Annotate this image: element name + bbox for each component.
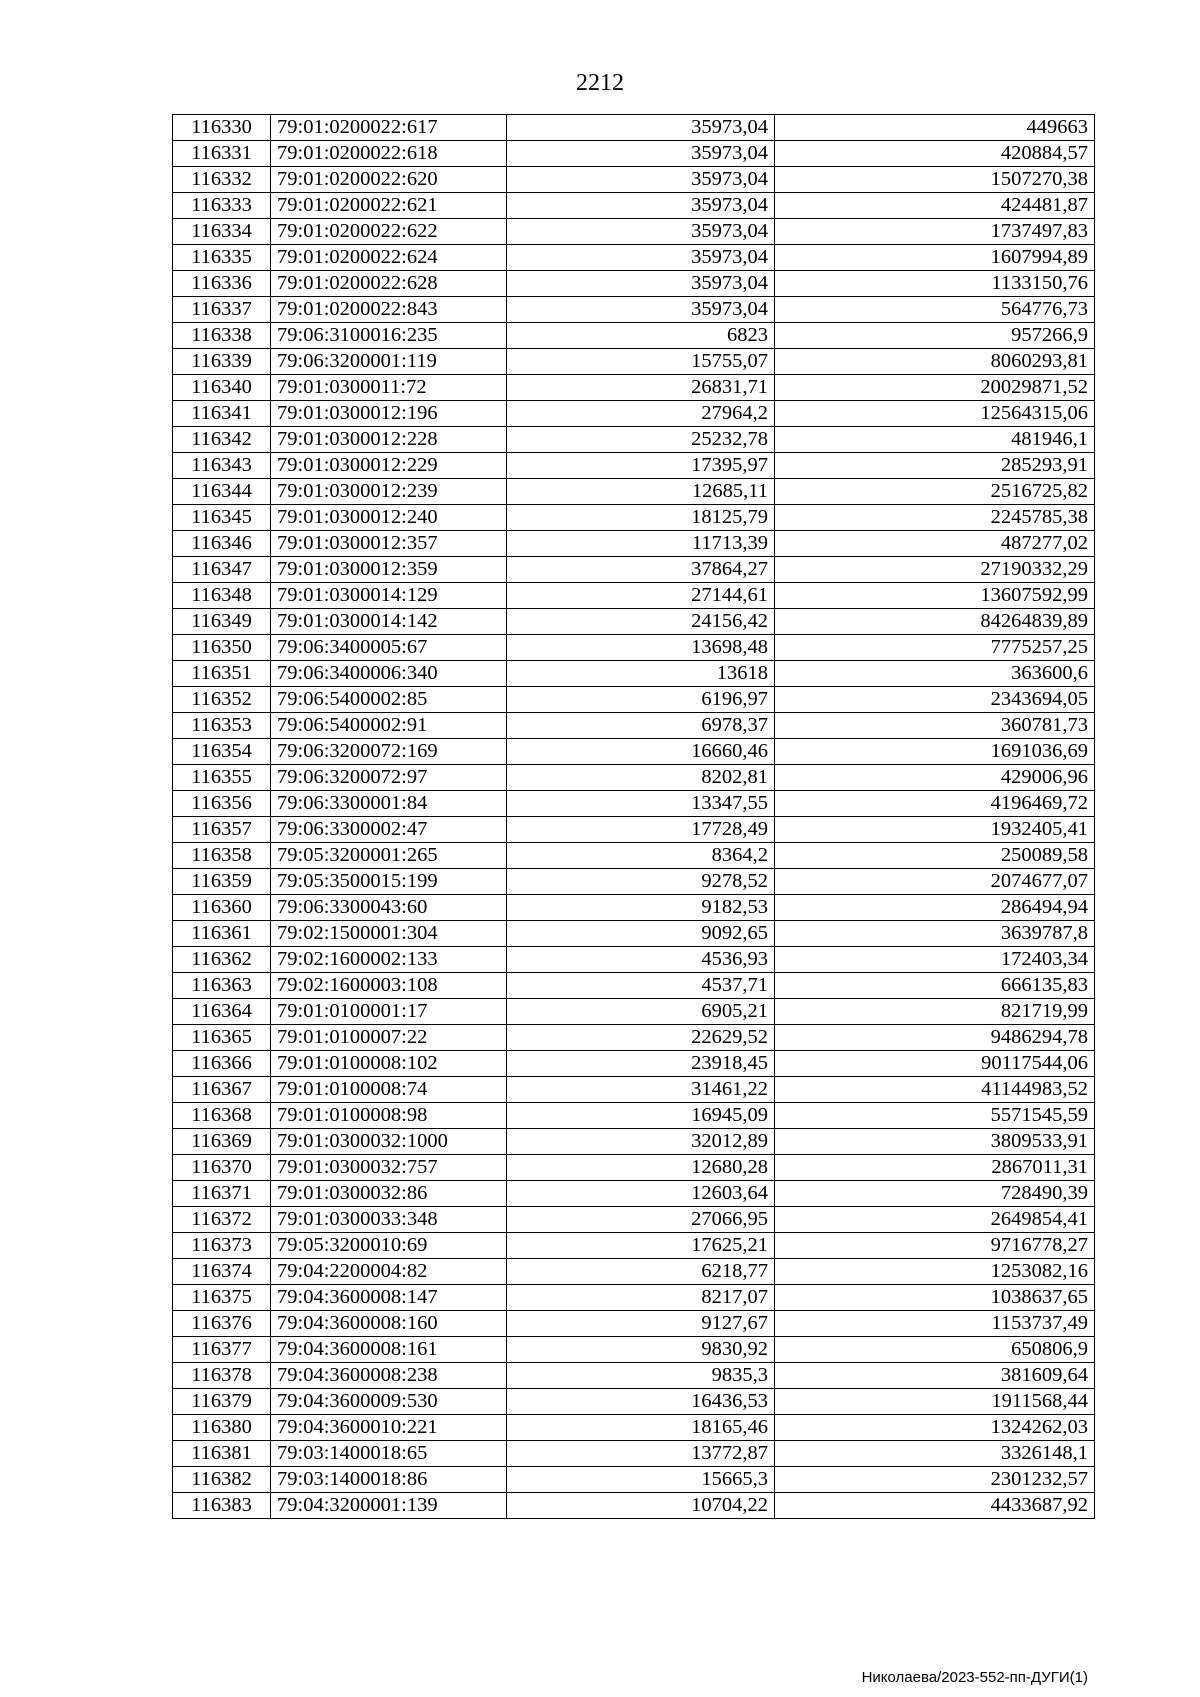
cadastral-number-cell: 79:01:0200022:843	[271, 297, 507, 323]
cadastral-number-cell: 79:01:0200022:622	[271, 219, 507, 245]
row-number-cell: 116352	[173, 687, 271, 713]
cost-cell: 487277,02	[775, 531, 1095, 557]
cost-cell: 3639787,8	[775, 921, 1095, 947]
table-row	[173, 1337, 1095, 1363]
cost-cell: 2343694,05	[775, 687, 1095, 713]
cadastral-number-cell: 79:04:3600008:238	[271, 1363, 507, 1389]
row-number-cell: 116382	[173, 1467, 271, 1493]
cadastral-number-cell: 79:01:0100008:102	[271, 1051, 507, 1077]
row-number-cell: 116377	[173, 1337, 271, 1363]
cadastral-number-cell: 79:01:0300012:239	[271, 479, 507, 505]
table-row	[173, 531, 1095, 557]
row-number-cell: 116353	[173, 713, 271, 739]
table-row	[173, 1259, 1095, 1285]
row-number-cell: 116370	[173, 1155, 271, 1181]
row-number-cell: 116364	[173, 999, 271, 1025]
row-number-cell: 116335	[173, 245, 271, 271]
cost-cell: 1324262,03	[775, 1415, 1095, 1441]
row-number-cell: 116359	[173, 869, 271, 895]
value-cell: 8202,81	[507, 765, 775, 791]
value-cell: 17728,49	[507, 817, 775, 843]
cadastral-number-cell: 79:01:0300012:196	[271, 401, 507, 427]
cost-cell: 12564315,06	[775, 401, 1095, 427]
row-number-cell: 116346	[173, 531, 271, 557]
value-cell: 16436,53	[507, 1389, 775, 1415]
cost-cell: 2867011,31	[775, 1155, 1095, 1181]
cost-cell: 429006,96	[775, 765, 1095, 791]
cost-cell: 4196469,72	[775, 791, 1095, 817]
cadastral-number-cell: 79:06:3200001:119	[271, 349, 507, 375]
cost-cell: 821719,99	[775, 999, 1095, 1025]
table-row	[173, 791, 1095, 817]
table-row	[173, 245, 1095, 271]
row-number-cell: 116336	[173, 271, 271, 297]
cadastral-number-cell: 79:04:3600008:161	[271, 1337, 507, 1363]
row-number-cell: 116337	[173, 297, 271, 323]
cost-cell: 1153737,49	[775, 1311, 1095, 1337]
table-row	[173, 479, 1095, 505]
table-row	[173, 375, 1095, 401]
cost-cell: 286494,94	[775, 895, 1095, 921]
row-number-cell: 116331	[173, 141, 271, 167]
value-cell: 9830,92	[507, 1337, 775, 1363]
row-number-cell: 116380	[173, 1415, 271, 1441]
cadastral-number-cell: 79:01:0100007:22	[271, 1025, 507, 1051]
document-footer: Николаева/2023-552-пп-ДУГИ(1)	[861, 1669, 1088, 1686]
table-row	[173, 401, 1095, 427]
table-row	[173, 219, 1095, 245]
table-row	[173, 895, 1095, 921]
cost-cell: 564776,73	[775, 297, 1095, 323]
cost-cell: 1911568,44	[775, 1389, 1095, 1415]
table-row	[173, 687, 1095, 713]
table-row	[173, 427, 1095, 453]
value-cell: 35973,04	[507, 167, 775, 193]
value-cell: 9127,67	[507, 1311, 775, 1337]
cost-cell: 424481,87	[775, 193, 1095, 219]
table-row	[173, 1493, 1095, 1519]
cadastral-number-cell: 79:05:3200001:265	[271, 843, 507, 869]
value-cell: 4536,93	[507, 947, 775, 973]
value-cell: 18165,46	[507, 1415, 775, 1441]
cadastral-number-cell: 79:01:0300032:1000	[271, 1129, 507, 1155]
value-cell: 35973,04	[507, 141, 775, 167]
value-cell: 9092,65	[507, 921, 775, 947]
table-row	[173, 1363, 1095, 1389]
cost-cell: 360781,73	[775, 713, 1095, 739]
value-cell: 16660,46	[507, 739, 775, 765]
row-number-cell: 116340	[173, 375, 271, 401]
cost-cell: 728490,39	[775, 1181, 1095, 1207]
cadastral-number-cell: 79:01:0300012:359	[271, 557, 507, 583]
table-row	[173, 297, 1095, 323]
cadastral-number-cell: 79:06:3100016:235	[271, 323, 507, 349]
table-row	[173, 739, 1095, 765]
value-cell: 8217,07	[507, 1285, 775, 1311]
cost-cell: 90117544,06	[775, 1051, 1095, 1077]
page-number: 2212	[576, 70, 624, 96]
cost-cell: 957266,9	[775, 323, 1095, 349]
cost-cell: 1133150,76	[775, 271, 1095, 297]
value-cell: 12685,11	[507, 479, 775, 505]
cost-cell: 172403,34	[775, 947, 1095, 973]
value-cell: 25232,78	[507, 427, 775, 453]
value-cell: 13618	[507, 661, 775, 687]
cost-cell: 2074677,07	[775, 869, 1095, 895]
cost-cell: 420884,57	[775, 141, 1095, 167]
cost-cell: 3809533,91	[775, 1129, 1095, 1155]
table-row	[173, 999, 1095, 1025]
value-cell: 27144,61	[507, 583, 775, 609]
table-row	[173, 323, 1095, 349]
value-cell: 27964,2	[507, 401, 775, 427]
cost-cell: 1737497,83	[775, 219, 1095, 245]
cadastral-number-cell: 79:01:0300012:228	[271, 427, 507, 453]
row-number-cell: 116356	[173, 791, 271, 817]
cost-cell: 9716778,27	[775, 1233, 1095, 1259]
cadastral-number-cell: 79:06:3400005:67	[271, 635, 507, 661]
cost-cell: 27190332,29	[775, 557, 1095, 583]
cost-cell: 8060293,81	[775, 349, 1095, 375]
value-cell: 6905,21	[507, 999, 775, 1025]
table-row	[173, 1233, 1095, 1259]
table-row	[173, 635, 1095, 661]
cadastral-number-cell: 79:04:3600008:147	[271, 1285, 507, 1311]
value-cell: 11713,39	[507, 531, 775, 557]
cadastral-number-cell: 79:06:5400002:85	[271, 687, 507, 713]
data-table	[172, 114, 1095, 1519]
table-row	[173, 1415, 1095, 1441]
cadastral-number-cell: 79:04:3600008:160	[271, 1311, 507, 1337]
table-row	[173, 765, 1095, 791]
cadastral-number-cell: 79:01:0100001:17	[271, 999, 507, 1025]
cadastral-number-cell: 79:01:0300011:72	[271, 375, 507, 401]
cadastral-number-cell: 79:01:0300014:142	[271, 609, 507, 635]
cadastral-number-cell: 79:05:3500015:199	[271, 869, 507, 895]
table-row	[173, 141, 1095, 167]
row-number-cell: 116378	[173, 1363, 271, 1389]
table-row	[173, 453, 1095, 479]
row-number-cell: 116347	[173, 557, 271, 583]
cadastral-number-cell: 79:06:5400002:91	[271, 713, 507, 739]
value-cell: 37864,27	[507, 557, 775, 583]
cost-cell: 381609,64	[775, 1363, 1095, 1389]
value-cell: 4537,71	[507, 973, 775, 999]
cadastral-number-cell: 79:01:0200022:617	[271, 115, 507, 141]
row-number-cell: 116375	[173, 1285, 271, 1311]
cadastral-number-cell: 79:06:3300001:84	[271, 791, 507, 817]
value-cell: 13347,55	[507, 791, 775, 817]
value-cell: 6196,97	[507, 687, 775, 713]
row-number-cell: 116367	[173, 1077, 271, 1103]
cadastral-number-cell: 79:01:0300032:757	[271, 1155, 507, 1181]
cost-cell: 2245785,38	[775, 505, 1095, 531]
table-row	[173, 1103, 1095, 1129]
table-row	[173, 843, 1095, 869]
value-cell: 15665,3	[507, 1467, 775, 1493]
cadastral-number-cell: 79:01:0200022:624	[271, 245, 507, 271]
cost-cell: 1038637,65	[775, 1285, 1095, 1311]
cadastral-number-cell: 79:06:3200072:97	[271, 765, 507, 791]
table-row	[173, 271, 1095, 297]
cadastral-number-cell: 79:04:2200004:82	[271, 1259, 507, 1285]
cadastral-number-cell: 79:06:3400006:340	[271, 661, 507, 687]
value-cell: 31461,22	[507, 1077, 775, 1103]
value-cell: 17625,21	[507, 1233, 775, 1259]
cadastral-number-cell: 79:04:3600010:221	[271, 1415, 507, 1441]
cost-cell: 7775257,25	[775, 635, 1095, 661]
cost-cell: 481946,1	[775, 427, 1095, 453]
cadastral-number-cell: 79:01:0300032:86	[271, 1181, 507, 1207]
value-cell: 12603,64	[507, 1181, 775, 1207]
value-cell: 9278,52	[507, 869, 775, 895]
table-row	[173, 609, 1095, 635]
cost-cell: 1253082,16	[775, 1259, 1095, 1285]
cost-cell: 5571545,59	[775, 1103, 1095, 1129]
cost-cell: 9486294,78	[775, 1025, 1095, 1051]
cost-cell: 1691036,69	[775, 739, 1095, 765]
table-row	[173, 1311, 1095, 1337]
cost-cell: 1607994,89	[775, 245, 1095, 271]
value-cell: 22629,52	[507, 1025, 775, 1051]
cost-cell: 20029871,52	[775, 375, 1095, 401]
table-row	[173, 1129, 1095, 1155]
row-number-cell: 116362	[173, 947, 271, 973]
value-cell: 32012,89	[507, 1129, 775, 1155]
row-number-cell: 116361	[173, 921, 271, 947]
cadastral-number-cell: 79:01:0200022:620	[271, 167, 507, 193]
row-number-cell: 116330	[173, 115, 271, 141]
cost-cell: 285293,91	[775, 453, 1095, 479]
cadastral-number-cell: 79:01:0300033:348	[271, 1207, 507, 1233]
cadastral-number-cell: 79:02:1600003:108	[271, 973, 507, 999]
table-row	[173, 1181, 1095, 1207]
table-row	[173, 1285, 1095, 1311]
cadastral-number-cell: 79:04:3200001:139	[271, 1493, 507, 1519]
cadastral-number-cell: 79:02:1600002:133	[271, 947, 507, 973]
value-cell: 35973,04	[507, 219, 775, 245]
row-number-cell: 116372	[173, 1207, 271, 1233]
cadastral-number-cell: 79:03:1400018:86	[271, 1467, 507, 1493]
table-row	[173, 1051, 1095, 1077]
row-number-cell: 116348	[173, 583, 271, 609]
cost-cell: 650806,9	[775, 1337, 1095, 1363]
row-number-cell: 116371	[173, 1181, 271, 1207]
cadastral-number-cell: 79:01:0200022:621	[271, 193, 507, 219]
table-row	[173, 557, 1095, 583]
cost-cell: 41144983,52	[775, 1077, 1095, 1103]
value-cell: 23918,45	[507, 1051, 775, 1077]
row-number-cell: 116339	[173, 349, 271, 375]
cost-cell: 2516725,82	[775, 479, 1095, 505]
row-number-cell: 116351	[173, 661, 271, 687]
value-cell: 27066,95	[507, 1207, 775, 1233]
value-cell: 35973,04	[507, 297, 775, 323]
row-number-cell: 116383	[173, 1493, 271, 1519]
table-body	[173, 115, 1095, 1519]
value-cell: 35973,04	[507, 245, 775, 271]
table-row	[173, 1155, 1095, 1181]
value-cell: 9182,53	[507, 895, 775, 921]
value-cell: 13772,87	[507, 1441, 775, 1467]
table-row	[173, 713, 1095, 739]
row-number-cell: 116358	[173, 843, 271, 869]
value-cell: 35973,04	[507, 271, 775, 297]
table-row	[173, 661, 1095, 687]
value-cell: 6978,37	[507, 713, 775, 739]
value-cell: 18125,79	[507, 505, 775, 531]
row-number-cell: 116338	[173, 323, 271, 349]
cadastral-number-cell: 79:01:0100008:98	[271, 1103, 507, 1129]
row-number-cell: 116354	[173, 739, 271, 765]
row-number-cell: 116379	[173, 1389, 271, 1415]
value-cell: 13698,48	[507, 635, 775, 661]
table-row	[173, 115, 1095, 141]
row-number-cell: 116360	[173, 895, 271, 921]
value-cell: 9835,3	[507, 1363, 775, 1389]
cost-cell: 1507270,38	[775, 167, 1095, 193]
table-row	[173, 973, 1095, 999]
cost-cell: 666135,83	[775, 973, 1095, 999]
value-cell: 12680,28	[507, 1155, 775, 1181]
table-row	[173, 1389, 1095, 1415]
table-row	[173, 869, 1095, 895]
cost-cell: 13607592,99	[775, 583, 1095, 609]
row-number-cell: 116374	[173, 1259, 271, 1285]
row-number-cell: 116345	[173, 505, 271, 531]
table-row	[173, 583, 1095, 609]
row-number-cell: 116368	[173, 1103, 271, 1129]
value-cell: 16945,09	[507, 1103, 775, 1129]
cadastral-number-cell: 79:04:3600009:530	[271, 1389, 507, 1415]
table-row	[173, 1441, 1095, 1467]
cadastral-number-cell: 79:06:3200072:169	[271, 739, 507, 765]
row-number-cell: 116350	[173, 635, 271, 661]
table-row	[173, 947, 1095, 973]
value-cell: 17395,97	[507, 453, 775, 479]
cost-cell: 2649854,41	[775, 1207, 1095, 1233]
row-number-cell: 116363	[173, 973, 271, 999]
row-number-cell: 116341	[173, 401, 271, 427]
value-cell: 24156,42	[507, 609, 775, 635]
table-row	[173, 817, 1095, 843]
cadastral-number-cell: 79:01:0300012:240	[271, 505, 507, 531]
value-cell: 35973,04	[507, 193, 775, 219]
value-cell: 15755,07	[507, 349, 775, 375]
table-row	[173, 1025, 1095, 1051]
cadastral-number-cell: 79:05:3200010:69	[271, 1233, 507, 1259]
row-number-cell: 116369	[173, 1129, 271, 1155]
row-number-cell: 116373	[173, 1233, 271, 1259]
cadastral-number-cell: 79:03:1400018:65	[271, 1441, 507, 1467]
table-row	[173, 349, 1095, 375]
row-number-cell: 116355	[173, 765, 271, 791]
row-number-cell: 116344	[173, 479, 271, 505]
table-row	[173, 193, 1095, 219]
cost-cell: 84264839,89	[775, 609, 1095, 635]
table-row	[173, 921, 1095, 947]
cost-cell: 1932405,41	[775, 817, 1095, 843]
value-cell: 35973,04	[507, 115, 775, 141]
value-cell: 6823	[507, 323, 775, 349]
row-number-cell: 116376	[173, 1311, 271, 1337]
cadastral-number-cell: 79:01:0300012:357	[271, 531, 507, 557]
row-number-cell: 116365	[173, 1025, 271, 1051]
cost-cell: 363600,6	[775, 661, 1095, 687]
cadastral-number-cell: 79:01:0100008:74	[271, 1077, 507, 1103]
cadastral-number-cell: 79:01:0200022:628	[271, 271, 507, 297]
row-number-cell: 116332	[173, 167, 271, 193]
cost-cell: 449663	[775, 115, 1095, 141]
table-row	[173, 1467, 1095, 1493]
cadastral-number-cell: 79:06:3300002:47	[271, 817, 507, 843]
row-number-cell: 116333	[173, 193, 271, 219]
table-row	[173, 1077, 1095, 1103]
value-cell: 8364,2	[507, 843, 775, 869]
row-number-cell: 116342	[173, 427, 271, 453]
row-number-cell: 116349	[173, 609, 271, 635]
cost-cell: 4433687,92	[775, 1493, 1095, 1519]
cadastral-number-cell: 79:01:0300014:129	[271, 583, 507, 609]
row-number-cell: 116343	[173, 453, 271, 479]
cadastral-number-cell: 79:06:3300043:60	[271, 895, 507, 921]
row-number-cell: 116334	[173, 219, 271, 245]
cost-cell: 2301232,57	[775, 1467, 1095, 1493]
row-number-cell: 116357	[173, 817, 271, 843]
value-cell: 10704,22	[507, 1493, 775, 1519]
value-cell: 26831,71	[507, 375, 775, 401]
cadastral-number-cell: 79:01:0300012:229	[271, 453, 507, 479]
cost-cell: 250089,58	[775, 843, 1095, 869]
table-row	[173, 167, 1095, 193]
row-number-cell: 116381	[173, 1441, 271, 1467]
row-number-cell: 116366	[173, 1051, 271, 1077]
cadastral-number-cell: 79:01:0200022:618	[271, 141, 507, 167]
value-cell: 6218,77	[507, 1259, 775, 1285]
table-row	[173, 1207, 1095, 1233]
cost-cell: 3326148,1	[775, 1441, 1095, 1467]
table-row	[173, 505, 1095, 531]
cadastral-number-cell: 79:02:1500001:304	[271, 921, 507, 947]
